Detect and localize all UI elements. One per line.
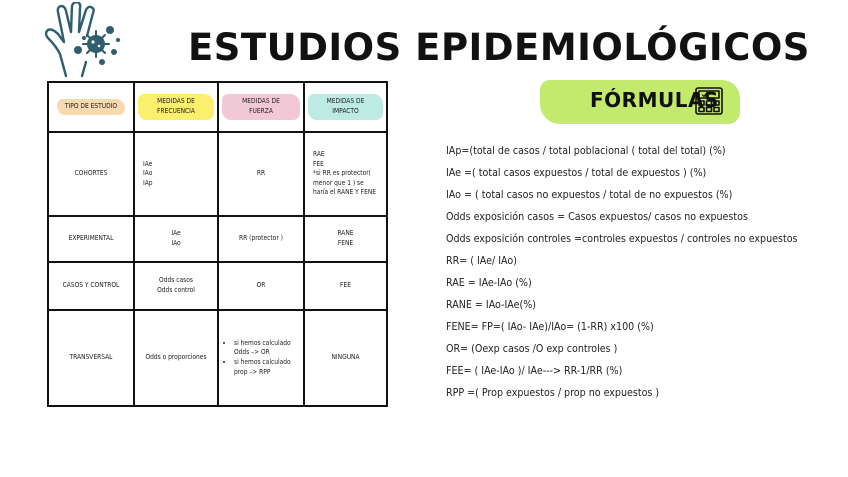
hand-virus-icon [36,2,124,80]
table-row [48,216,387,262]
formula-item: Odds exposición casos = Casos expuestos/ casos no expuestos [446,211,748,223]
formula-item: RPP =( Prop expuestos / prop no expuestos ) [446,387,660,399]
formula-item: FENE= FP=( IAo- IAe)/IAo= (1-RR) x100 (%) [446,321,654,333]
cell-tipo: TRANSVERSAL [48,310,134,406]
header-tipo: TIPO DE ESTUDIO [48,82,134,132]
cell-tipo: COHORTES [48,132,134,216]
list-item: • si hemos calculado Odds –> OR [234,339,300,358]
formulas-title: FÓRMULAS [590,88,719,112]
formula-item: RR= ( IAe/ IAo) [446,255,517,267]
cell-fuerza: OR [218,262,304,310]
cell-tipo: CASOS Y CONTROL [48,262,134,310]
formula-item: RANE = IAo-IAe(%) [446,299,537,311]
cell-frecuencia: IAe IAo IAp [134,132,218,216]
table-row [48,310,387,406]
list-item: • si hemos calculado prop –> RPP [234,358,300,377]
page-title: ESTUDIOS EPIDEMIOLÓGICOS [188,26,810,69]
table-row [48,132,387,216]
cell-impacto: RANE FENE [304,216,387,262]
formula-item: IAe =( total casos expuestos / total de expuestos ) (%) [446,167,707,179]
formula-item: IAo = ( total casos no expuestos / total de no expuestos (%) [446,189,733,201]
cell-impacto: NINGUNA [304,310,387,406]
cell-impacto: FEE [304,262,387,310]
cell-tipo: EXPERIMENTAL [48,216,134,262]
cell-impacto: RAE FEE *si RR es protector( menor que 1 ) se haría el RANE Y FENE [304,132,387,216]
table-row [48,262,387,310]
table-header-row [48,82,387,132]
cell-frecuencia: Odds o proporciones [134,310,218,406]
header-fuerza: MEDIDAS DE FUERZA [218,82,304,132]
cell-fuerza: RR [218,132,304,216]
header-impacto: MEDIDAS DE IMPACTO [304,82,387,132]
studies-table [47,81,388,407]
calculator-icon [694,86,724,116]
cell-frecuencia: IAe IAo [134,216,218,262]
cell-frecuencia: Odds casos Odds control [134,262,218,310]
formula-item: Odds exposición controles =controles expuestos / controles no expuestos [446,233,798,245]
formula-item: OR= (Oexp casos /O exp controles ) [446,343,618,355]
formula-item: RAE = IAe-IAo (%) [446,277,532,289]
formula-list [446,140,841,404]
formula-item: IAp=(total de casos / total poblacional ( total del total) (%) [446,145,726,157]
formula-item: FEE= ( IAe-IAo )/ IAe---> RR-1/RR (%) [446,365,623,377]
cell-fuerza: RR (protector ) [218,216,304,262]
cell-fuerza [218,310,304,406]
header-frecuencia: MEDIDAS DE FRECUENCIA [134,82,218,132]
